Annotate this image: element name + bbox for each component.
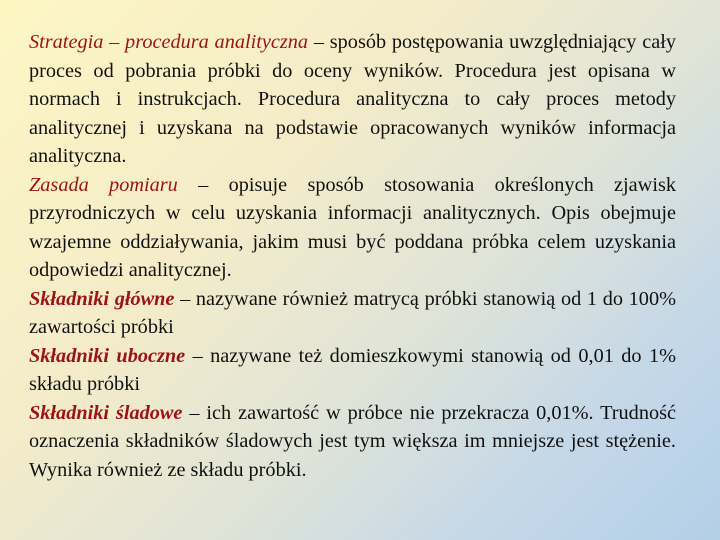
term-strategia: Strategia – procedura analityczna xyxy=(29,31,309,53)
definition-skladniki-sladowe: – ich zawartość w próbce nie przekracza 0,01%. Trudność oznaczenia składników śladowych jest tym większa im mniejsze jest stężenie. Wynika również ze składu próbki. xyxy=(29,401,676,481)
paragraph-skladniki-sladowe xyxy=(29,399,676,485)
definition-skladniki-uboczne: – nazywane też domieszkowymi stanowią od 0,01 do 1% składu próbki xyxy=(29,344,676,395)
paragraph-zasada-pomiaru xyxy=(29,171,676,285)
slide-body xyxy=(29,28,676,484)
paragraph-skladniki-glowne xyxy=(29,285,676,342)
definition-skladniki-glowne: – nazywane również matrycą próbki stanowią od 1 do 100% zawartości próbki xyxy=(29,287,676,338)
paragraph-skladniki-uboczne xyxy=(29,342,676,399)
term-zasada-pomiaru: Zasada pomiaru xyxy=(29,173,178,196)
paragraph-strategia xyxy=(29,28,676,171)
term-skladniki-uboczne: Składniki uboczne xyxy=(29,344,186,367)
definition-strategia: – sposób postępowania uwzględniający cały proces od pobrania próbki do oceny wyników. Procedura jest opisana w normach i instrukcjach. Procedura analityczna to cały proces metody analitycznej i uzyskana na podstawie opracowanych wyników informacja analityczna. xyxy=(29,31,676,167)
term-skladniki-glowne: Składniki główne xyxy=(29,287,175,310)
term-skladniki-sladowe: Składniki śladowe xyxy=(29,401,183,424)
definition-zasada-pomiaru: – opisuje sposób stosowania określonych zjawisk przyrodniczych w celu uzyskania informacji analitycznych. Opis obejmuje wzajemne oddziaływania, jakim musi być poddana próbka celem uzyskania odpowiedzi analitycznej. xyxy=(29,173,676,281)
